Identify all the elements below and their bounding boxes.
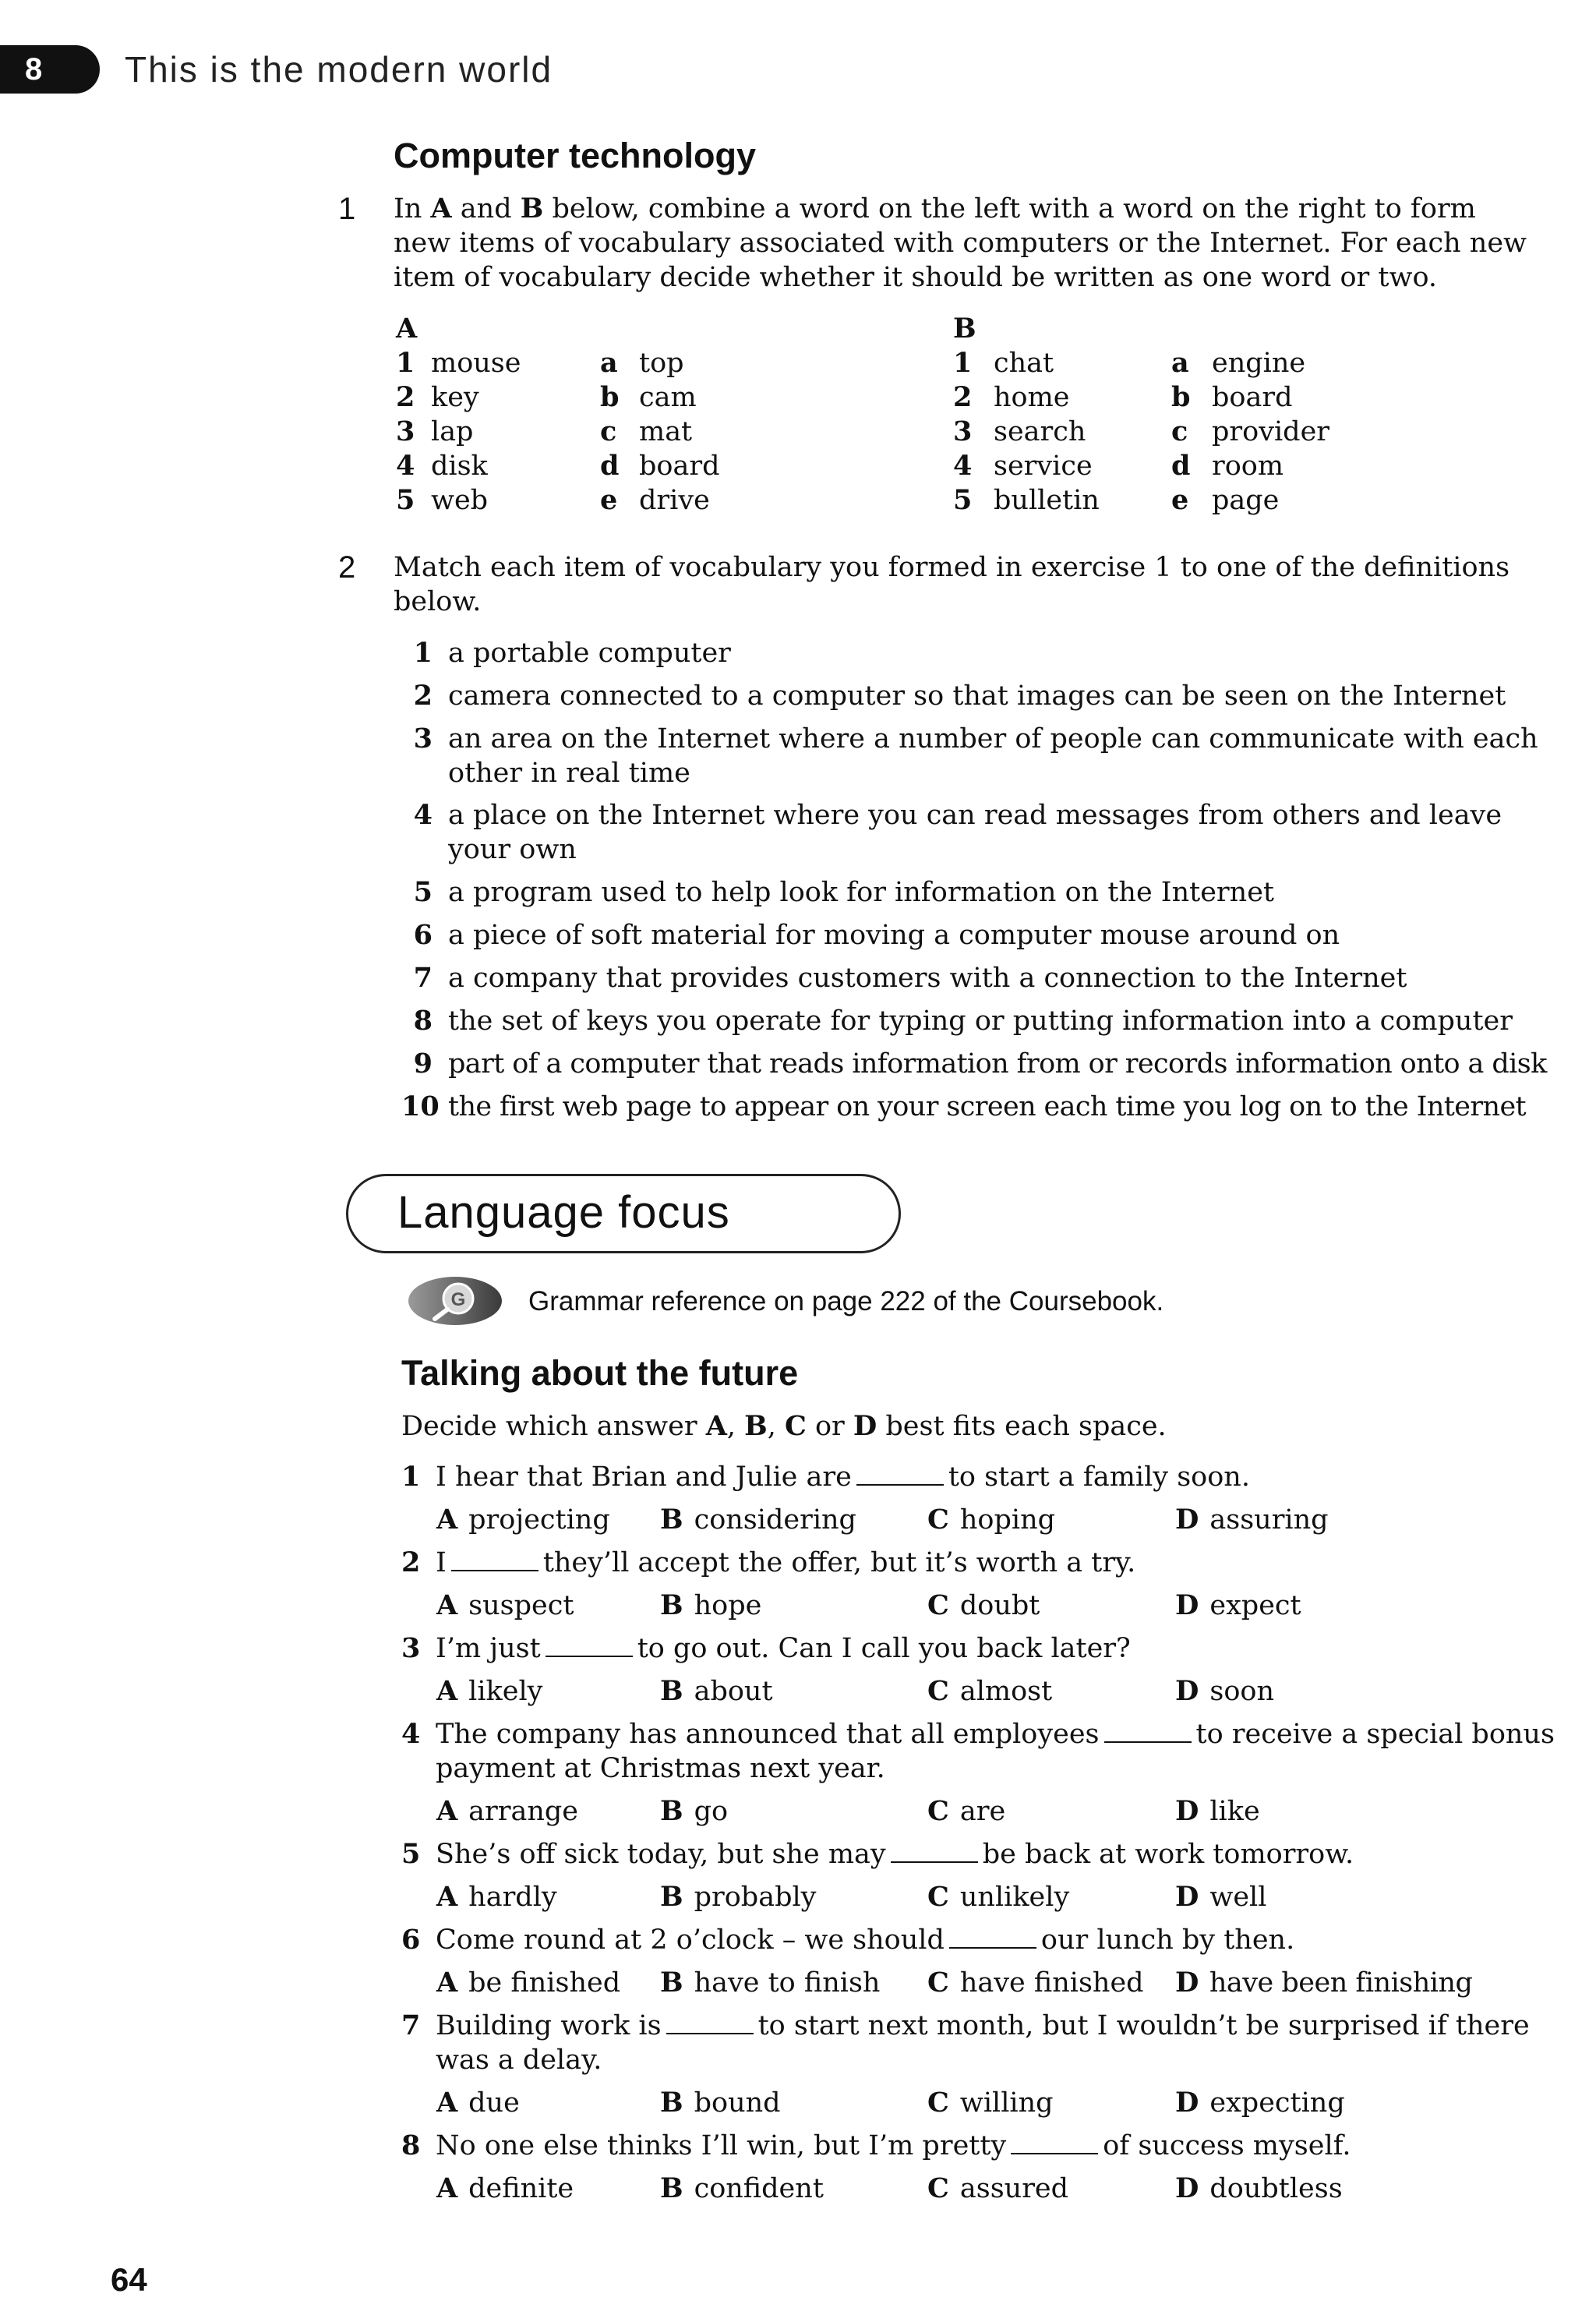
grammar-reference-icon — [407, 1275, 503, 1327]
definition-number: 7 — [413, 962, 433, 994]
definition-text: a portable computer — [448, 638, 731, 669]
definition-number: 5 — [413, 876, 433, 908]
option-b[interactable]: B have to finish — [660, 1967, 881, 1999]
definition-text: part of a computer that reads information from or records information onto a disk — [448, 1048, 1547, 1080]
option-d[interactable]: D like — [1175, 1795, 1260, 1827]
language-focus-title: Language focus — [397, 1187, 730, 1238]
definition-text: a company that provides customers with a connection to the Internet — [448, 963, 1407, 994]
definition-number: 4 — [413, 799, 433, 831]
grammar-reference-note: Grammar reference on page 222 of the Coursebook. — [528, 1286, 1164, 1317]
option-c[interactable]: C willing — [927, 2087, 1054, 2119]
vocab-letter: d — [600, 450, 620, 482]
vocab-number: 3 — [396, 415, 415, 447]
definition-number: 1 — [413, 637, 433, 669]
question-number: 1 — [401, 1461, 421, 1493]
option-b[interactable]: B hope — [660, 1589, 762, 1621]
question-number: 2 — [401, 1546, 421, 1578]
option-c[interactable]: C assured — [927, 2172, 1069, 2204]
definition-text: a program used to help look for information on the Internet — [448, 877, 1274, 908]
vocab-word: board — [1212, 382, 1293, 413]
vocab-word: lap — [431, 416, 474, 447]
question-number: 6 — [401, 1924, 421, 1956]
vocab-word: mat — [639, 416, 693, 447]
vocab-number: 5 — [396, 484, 415, 516]
option-d[interactable]: D soon — [1175, 1675, 1275, 1707]
vocab-word: top — [639, 348, 684, 379]
answer-blank — [949, 1925, 1036, 1949]
definition-number: 3 — [413, 723, 433, 755]
vocab-letter: a — [600, 347, 618, 379]
option-a[interactable]: A arrange — [436, 1795, 579, 1827]
vocab-letter: c — [1171, 415, 1188, 447]
question-number: 3 — [401, 1632, 421, 1664]
vocab-word: cam — [639, 382, 697, 413]
vocab-word: chat — [994, 348, 1054, 379]
vocab-letter: d — [1171, 450, 1191, 482]
definition-number: 8 — [413, 1005, 433, 1037]
vocab-word: engine — [1212, 348, 1306, 379]
option-a[interactable]: A be finished — [436, 1967, 621, 1999]
option-b[interactable]: B confident — [660, 2172, 824, 2204]
vocab-word: drive — [639, 485, 710, 516]
vocab-number: 5 — [953, 484, 973, 516]
vocab-letter: b — [1171, 381, 1191, 413]
option-d[interactable]: D expect — [1175, 1589, 1301, 1621]
vocab-word: board — [639, 451, 720, 482]
exercise-1-instructions: In A and B below, combine a word on the left with a word on the right to form new items of vocabulary associated with computers or the Internet. For each new item of vocabulary decide whether it should be written as one word or two. — [394, 193, 1527, 293]
question-text: I’m just to go out. Can I call you back later? — [436, 1633, 1131, 1664]
answer-blank — [546, 1634, 633, 1657]
option-b[interactable]: B considering — [660, 1504, 856, 1536]
question-text: I hear that Brian and Julie are to start a family soon. — [436, 1461, 1250, 1493]
definition-number: 9 — [413, 1048, 433, 1080]
vocab-number: 1 — [396, 347, 415, 379]
question-text: The company has announced that all employees to receive a special bonus payment at Christmas next year. — [436, 1719, 1555, 1784]
definition-number: 2 — [413, 680, 433, 712]
vocab-letter: e — [1171, 484, 1189, 516]
set-b-label: B — [953, 313, 976, 345]
vocab-word: bulletin — [994, 485, 1100, 516]
definition-text: camera connected to a computer so that images can be seen on the Internet — [448, 680, 1506, 712]
definition-text: a place on the Internet where you can read messages from others and leave your own — [448, 800, 1502, 865]
vocab-word: mouse — [431, 348, 521, 379]
section-heading-talking-about-the-future: Talking about the future — [401, 1353, 799, 1393]
vocab-number: 1 — [953, 347, 973, 379]
answer-blank — [856, 1462, 944, 1486]
option-b[interactable]: B bound — [660, 2087, 781, 2119]
answer-blank — [1104, 1719, 1192, 1743]
vocab-letter: c — [600, 415, 617, 447]
vocab-number: 4 — [396, 450, 415, 482]
answer-blank — [666, 2011, 754, 2034]
exercise-number: 1 — [338, 192, 356, 226]
page-number: 64 — [111, 2261, 147, 2298]
set-a-label: A — [396, 313, 418, 345]
unit-title: This is the modern world — [125, 49, 553, 90]
vocab-letter: b — [600, 381, 620, 413]
vocab-word: service — [994, 451, 1093, 482]
option-b[interactable]: B go — [660, 1795, 729, 1827]
question-number: 4 — [401, 1718, 421, 1750]
answer-blank — [1011, 2131, 1098, 2154]
definition-text: the first web page to appear on your screen each time you log on to the Internet — [448, 1091, 1527, 1122]
option-d[interactable]: D have been finishing — [1175, 1967, 1473, 1999]
vocab-number: 2 — [953, 381, 973, 413]
vocab-word: key — [431, 382, 479, 413]
vocab-word: home — [994, 382, 1070, 413]
definition-number: 6 — [413, 919, 433, 951]
vocab-word: web — [431, 485, 489, 516]
definition-text: an area on the Internet where a number of people can communicate with each other in real time — [448, 723, 1538, 789]
option-a[interactable]: A likely — [436, 1675, 543, 1707]
option-a[interactable]: A due — [436, 2087, 520, 2119]
answer-blank — [451, 1548, 538, 1571]
vocab-word: page — [1212, 485, 1280, 516]
definition-number: 10 — [401, 1090, 440, 1122]
exercise-2-instructions: Match each item of vocabulary you formed in exercise 1 to one of the definitions below. — [394, 552, 1510, 617]
vocab-letter: e — [600, 484, 618, 516]
question-number: 8 — [401, 2129, 421, 2161]
vocab-number: 2 — [396, 381, 415, 413]
question-number: 5 — [401, 1838, 421, 1870]
option-b[interactable]: B probably — [660, 1881, 817, 1913]
option-d[interactable]: D well — [1175, 1881, 1267, 1913]
option-d[interactable]: D doubtless — [1175, 2172, 1343, 2204]
question-text: No one else thinks I’ll win, but I’m pretty of success myself. — [436, 2130, 1351, 2161]
vocab-word: room — [1212, 451, 1284, 482]
question-text: She’s off sick today, but she may be back at work tomorrow. — [436, 1839, 1354, 1870]
option-b[interactable]: B about — [660, 1675, 773, 1707]
option-c[interactable]: C doubt — [927, 1589, 1040, 1621]
question-text: I they’ll accept the offer, but it’s worth a try. — [436, 1547, 1136, 1578]
vocab-letter: a — [1171, 347, 1189, 379]
multiple-choice-instructions: Decide which answer A, B, C or D best fits each space. — [401, 1410, 1167, 1442]
option-a[interactable]: A suspect — [436, 1589, 574, 1621]
option-c[interactable]: C almost — [927, 1675, 1053, 1707]
question-number: 7 — [401, 2009, 421, 2041]
question-text: Come round at 2 o’clock – we should our lunch by then. — [436, 1924, 1295, 1956]
answer-blank — [891, 1840, 978, 1863]
exercise-number: 2 — [338, 550, 356, 585]
unit-number-tab: 8 — [0, 45, 100, 94]
vocab-word: provider — [1212, 416, 1330, 447]
option-a[interactable]: A definite — [436, 2172, 574, 2204]
vocab-word: search — [994, 416, 1086, 447]
option-a[interactable]: A hardly — [436, 1881, 557, 1913]
option-c[interactable]: C unlikely — [927, 1881, 1070, 1913]
vocab-number: 3 — [953, 415, 973, 447]
vocab-number: 4 — [953, 450, 973, 482]
definition-text: the set of keys you operate for typing or putting information into a computer — [448, 1005, 1513, 1037]
option-c[interactable]: C hoping — [927, 1504, 1056, 1536]
section-heading-computer-technology: Computer technology — [394, 136, 757, 175]
option-c[interactable]: C are — [927, 1795, 1006, 1827]
vocab-word: disk — [431, 451, 488, 482]
option-d[interactable]: D expecting — [1175, 2087, 1345, 2119]
definition-text: a piece of soft material for moving a computer mouse around on — [448, 920, 1340, 951]
option-a[interactable]: A projecting — [436, 1504, 610, 1536]
option-c[interactable]: C have finished — [927, 1967, 1144, 1999]
svg-text:G: G — [450, 1289, 466, 1310]
question-text: Building work is to start next month, but I wouldn’t be surprised if there was a delay. — [436, 2010, 1530, 2076]
option-d[interactable]: D assuring — [1175, 1504, 1329, 1536]
